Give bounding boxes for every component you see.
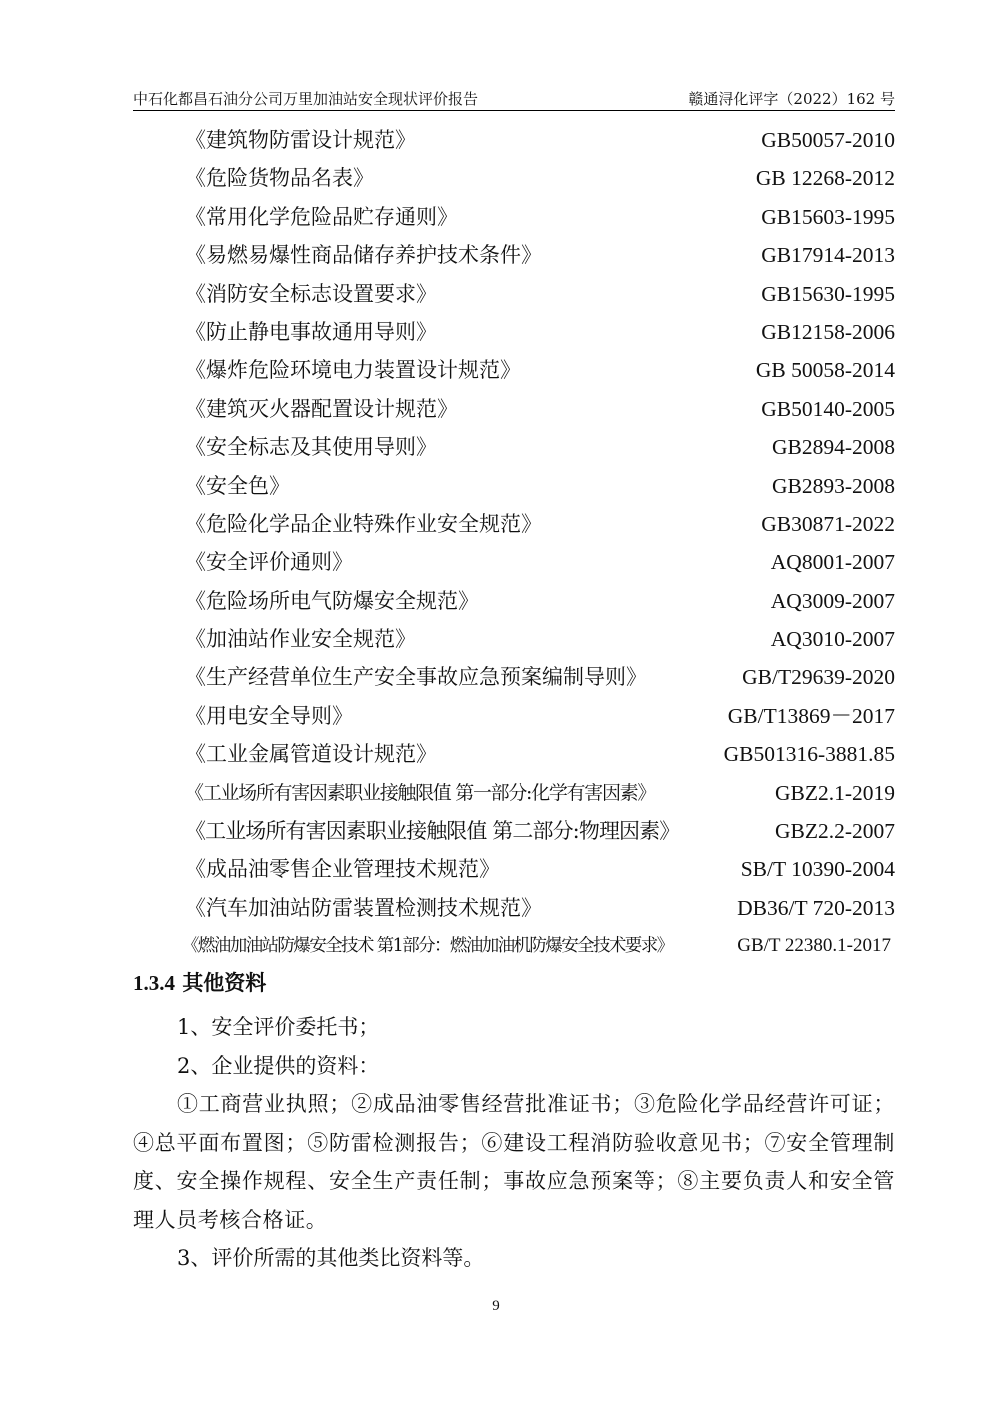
reference-item <box>185 586 895 624</box>
reference-code: GBZ2.2-2007 <box>774 819 895 844</box>
reference-code: GB17914-2013 <box>761 243 895 268</box>
reference-title: 《成品油零售企业管理技术规范》 <box>185 857 500 882</box>
reference-item <box>185 816 895 854</box>
reference-item <box>185 662 895 700</box>
reference-title: 《建筑物防雷设计规范》 <box>185 128 416 152</box>
reference-item <box>185 394 895 432</box>
reference-code: GB2893-2008 <box>771 473 895 498</box>
reference-code: GB50057-2010 <box>761 128 895 152</box>
reference-title: 《消防安全标志设置要求》 <box>185 281 437 306</box>
reference-code: GB15630-1995 <box>761 281 895 306</box>
reference-title: 《汽车加油站防雷装置检测技术规范》 <box>185 895 542 920</box>
reference-title: 《安全标志及其使用导则》 <box>185 435 437 460</box>
reference-item <box>185 240 895 278</box>
reference-title: 《常用化学危险品贮存通则》 <box>185 204 458 229</box>
reference-item <box>185 125 895 163</box>
reference-code: GB 12268-2012 <box>755 166 895 191</box>
reference-title: 《危险货物品名表》 <box>185 166 374 191</box>
header-document-number: 赣通浔化评字（2022）162 号 <box>688 90 895 108</box>
reference-item <box>185 163 895 201</box>
reference-item <box>185 547 895 585</box>
reference-title: 《易燃易爆性商品储存养护技术条件》 <box>185 243 542 268</box>
reference-title: 《工业金属管道设计规范》 <box>185 742 437 767</box>
reference-item <box>185 509 895 547</box>
reference-code: SB/T 10390-2004 <box>740 857 895 882</box>
reference-code: GB/T 22380.1-2017 <box>737 935 891 957</box>
list-item: 2、企业提供的资料： <box>177 1053 380 1078</box>
reference-title: 《爆炸危险环境电力装置设计规范》 <box>185 358 521 383</box>
reference-item <box>182 931 895 969</box>
reference-code: DB36/T 720-2013 <box>737 895 895 920</box>
reference-item <box>185 624 895 662</box>
other-materials-list <box>133 1008 895 1278</box>
section-title: 其他资料 <box>182 970 267 995</box>
reference-code: GB 50058-2014 <box>755 358 895 383</box>
reference-item <box>185 739 895 777</box>
reference-item <box>185 317 895 355</box>
reference-title: 《安全评价通则》 <box>185 550 353 575</box>
page-header <box>133 88 895 111</box>
reference-code: GB30871-2022 <box>761 511 895 536</box>
reference-title: 《燃油加油站防爆安全技术 第1部分：燃油加油机防爆安全技术要求》 <box>182 936 673 957</box>
reference-item <box>185 432 895 470</box>
reference-item <box>185 701 895 739</box>
list-item: 3、评价所需的其他类比资料等。 <box>177 1246 485 1270</box>
reference-title: 《危险场所电气防爆安全规范》 <box>185 588 479 613</box>
list-item: 1、安全评价委托书； <box>177 1015 380 1039</box>
reference-code: GB50140-2005 <box>761 396 895 421</box>
reference-code: GB15603-1995 <box>761 204 895 229</box>
reference-code: AQ3010-2007 <box>770 627 895 652</box>
reference-code: GBZ2.1-2019 <box>774 780 895 805</box>
reference-item <box>185 279 895 317</box>
reference-title: 《工业场所有害因素职业接触限值 第一部分:化学有害因素》 <box>185 781 656 804</box>
reference-code: AQ8001-2007 <box>770 550 895 575</box>
section-number: 1.3.4 <box>133 971 175 995</box>
reference-code: GB12158-2006 <box>761 319 895 344</box>
section-heading <box>133 967 266 997</box>
reference-code: AQ3009-2007 <box>770 588 895 613</box>
reference-title: 《安全色》 <box>185 473 290 498</box>
reference-title: 《工业场所有害因素职业接触限值 第二部分:物理因素》 <box>185 819 680 844</box>
reference-item <box>185 778 895 816</box>
reference-title: 《危险化学品企业特殊作业安全规范》 <box>185 511 542 536</box>
reference-title: 《生产经营单位生产安全事故应急预案编制导则》 <box>185 665 647 690</box>
reference-code: GB501316-3881.85 <box>723 742 895 767</box>
reference-item <box>185 202 895 240</box>
reference-item <box>185 854 895 892</box>
reference-item <box>185 471 895 509</box>
reference-item <box>185 893 895 931</box>
reference-title: 《加油站作业安全规范》 <box>185 627 416 652</box>
reference-list <box>182 125 895 970</box>
reference-title: 《建筑灭火器配置设计规范》 <box>185 396 458 421</box>
list-item: ①工商营业执照；②成品油零售经营批准证书；③危险化学品经营许可证；④总平面布置图；⑤防雷检测报告；⑥建设工程消防验收意见书；⑦安全管理制度、安全操作规程、安全生产责任制；事故应急预案等；⑧主要负责人和安全管理人员考核合格证。 <box>133 1092 895 1232</box>
header-report-title: 中石化都昌石油分公司万里加油站安全现状评价报告 <box>133 90 479 108</box>
reference-title: 《用电安全导则》 <box>185 703 353 728</box>
reference-item <box>185 355 895 393</box>
reference-code: GB2894-2008 <box>771 435 895 460</box>
reference-code: GB/T13869－2017 <box>727 703 895 728</box>
reference-code: GB/T29639-2020 <box>742 665 895 690</box>
page-number: 9 <box>492 1298 500 1314</box>
reference-title: 《防止静电事故通用导则》 <box>185 319 437 344</box>
